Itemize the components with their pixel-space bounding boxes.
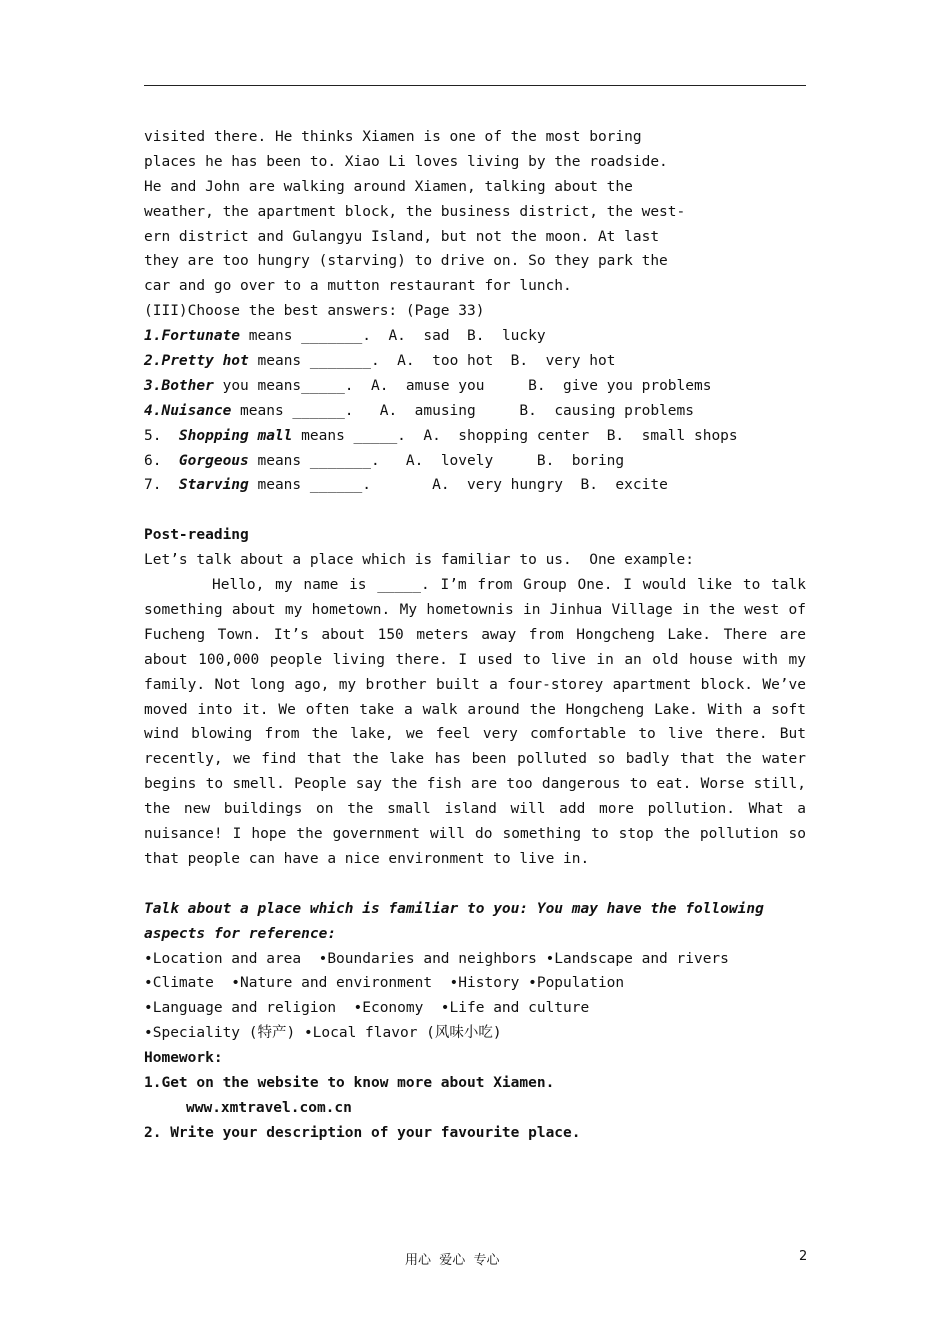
- question-item: [144, 424, 806, 449]
- spacer: [144, 872, 806, 897]
- spacer: [144, 498, 806, 523]
- aspect-list: [144, 947, 806, 1047]
- story-line: places he has been to. Xiao Li loves living by the roadside.: [144, 153, 668, 170]
- question-number: 3.: [144, 377, 162, 394]
- story-line: ern district and Gulangyu Island, but not the moon. At last: [144, 228, 660, 245]
- question-term: Shopping mall: [178, 427, 293, 444]
- question-item: [144, 399, 806, 424]
- question-number: 4.: [144, 402, 162, 419]
- question-item: [144, 449, 806, 474]
- question-number: 5.: [144, 427, 179, 444]
- story-line: they are too hungry (starving) to drive on. So they park the: [144, 253, 668, 270]
- question-item: [144, 324, 806, 349]
- post-reading-title: Post-reading: [144, 527, 249, 544]
- homework-item: 2. Write your description of your favourite place.: [144, 1124, 581, 1141]
- story-line: car and go over to a mutton restaurant for lunch.: [144, 278, 572, 295]
- question-number: 7.: [144, 477, 179, 494]
- section3-title: (III)Choose the best answers: (Page 33): [144, 303, 485, 320]
- question-number: 1.: [144, 328, 162, 345]
- question-item: [144, 473, 806, 498]
- question-number: 6.: [144, 452, 179, 469]
- aspect-line: •Location and area •Boundaries and neighbors •Landscape and rivers: [144, 950, 729, 967]
- talk-prompt-line: Talk about a place which is familiar to you: You may have the following: [144, 900, 764, 917]
- page-number: 2: [799, 1249, 808, 1264]
- question-options: means ______. A. amusing B. causing problems: [231, 402, 694, 419]
- question-term: Bother: [161, 377, 214, 394]
- story-line: He and John are walking around Xiamen, talking about the: [144, 178, 633, 195]
- question-list: [144, 324, 806, 498]
- footer-motto: 用心 爱心 专心: [405, 1253, 500, 1268]
- talk-prompt-line: aspects for reference:: [144, 925, 337, 942]
- question-options: means ______. A. very hungry B. excite: [248, 477, 668, 494]
- aspect-line: •Language and religion •Economy •Life and culture: [144, 1000, 590, 1017]
- question-term: Starving: [178, 477, 249, 494]
- question-number: 2.: [144, 353, 162, 370]
- aspect-line: •Speciality (特产) •Local flavor (风味小吃): [144, 1025, 502, 1042]
- header-rule: [144, 85, 806, 86]
- post-reading-intro: Let’s talk about a place which is familiar to us. One example:: [144, 552, 694, 569]
- example-paragraph: Hello, my name is _____. I’m from Group One. I would like to talk something about my hometown. My hometownis in Jinhua Village in the west of Fucheng Town. It’s about 150 meters away from Hongcheng Lake. There are about 100,000 people living there. I used to live in an old house with my family. Not long ago, my brother built a four-storey apartment block. We’ve moved into it. We often take a walk around the Hongcheng Lake. With a soft wind blowing from the lake, we feel very comfortable to live there. But recently, we find that the lake has been polluted so badly that the water begins to smell. People say the fish are too dangerous to eat. Worse still, the new buildings on the small island will add more pollution. What a nuisance! I hope the government will do something to stop the pollution so that people can have a nice environment to live in.: [144, 577, 806, 867]
- question-item: [144, 374, 806, 399]
- homework-url: www.xmtravel.com.cn: [186, 1099, 352, 1116]
- question-options: means _______. A. too hot B. very hot: [248, 353, 616, 370]
- story-line: visited there. He thinks Xiamen is one of the most boring: [144, 129, 642, 145]
- question-options: means _______. A. lovely B. boring: [248, 452, 625, 469]
- question-term: Pretty hot: [161, 353, 249, 370]
- question-options: means _____. A. shopping center B. small shops: [292, 427, 738, 444]
- page-body: [144, 125, 806, 1146]
- question-term: Fortunate: [161, 328, 241, 345]
- homework-item: 1.Get on the website to know more about Xiamen.: [144, 1075, 555, 1092]
- question-options: you means_____. A. amuse you B. give you problems: [213, 377, 712, 394]
- aspect-line: •Climate •Nature and environment •History •Population: [144, 975, 625, 992]
- homework-title: Homework:: [144, 1050, 223, 1067]
- story-line: weather, the apartment block, the business district, the west-: [144, 203, 686, 220]
- story-summary: [144, 125, 806, 299]
- question-term: Nuisance: [161, 402, 232, 419]
- question-options: means _______. A. sad B. lucky: [240, 328, 546, 345]
- question-item: [144, 349, 806, 374]
- question-term: Gorgeous: [178, 452, 249, 469]
